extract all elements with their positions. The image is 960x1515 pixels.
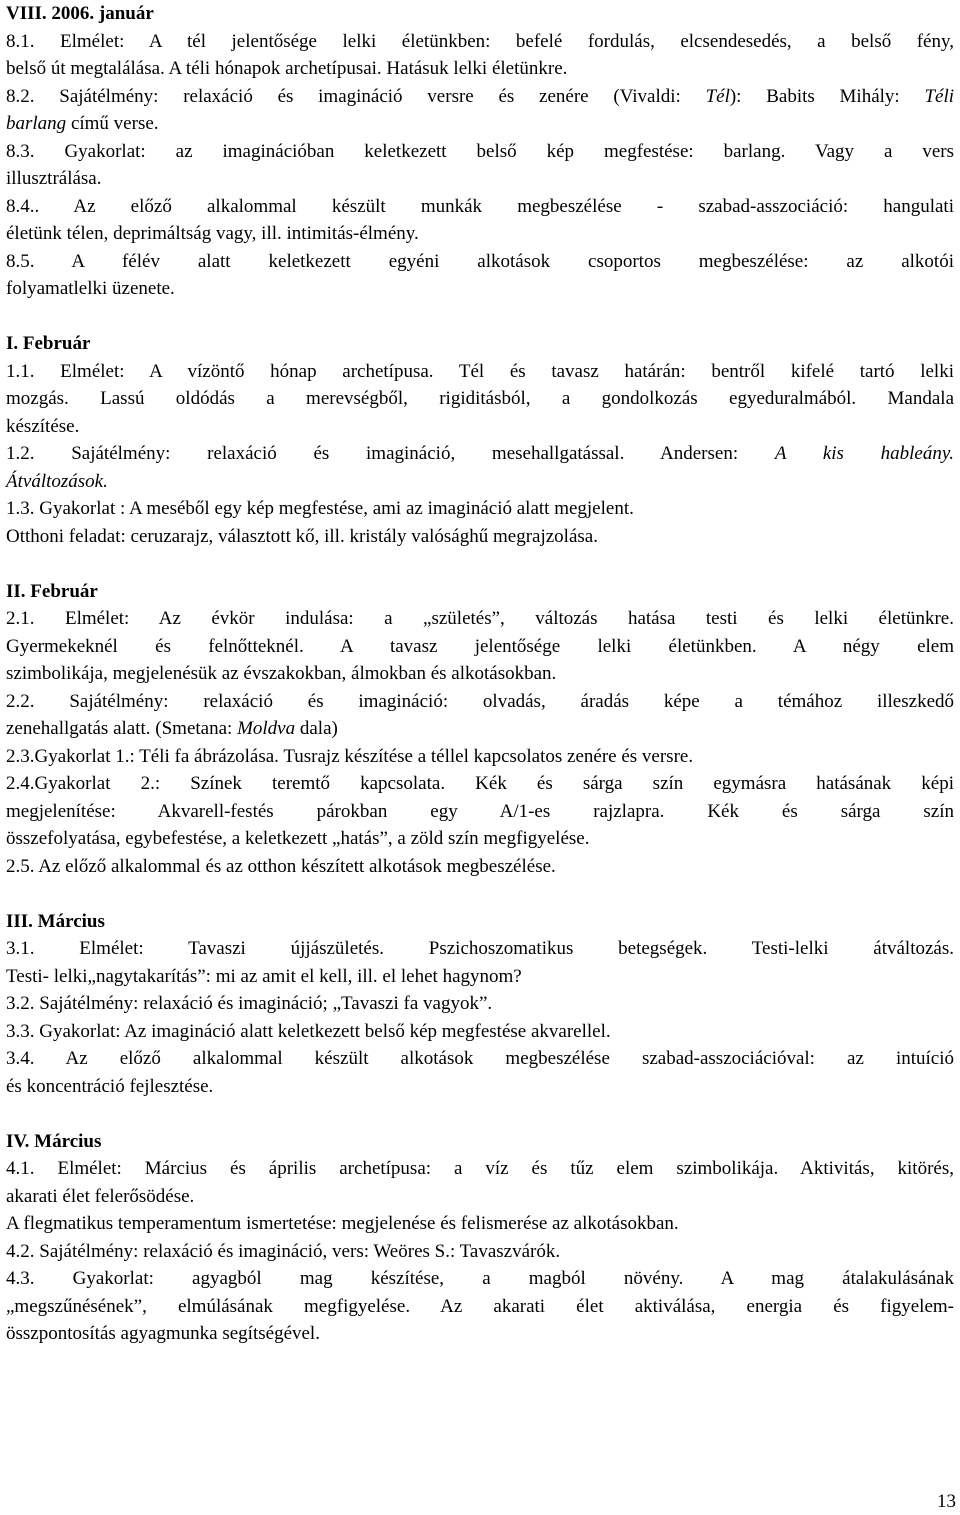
paragraph-line: 4.3. Gyakorlat: agyagból mag készítése, a magból növény. A mag átalakulásának: [6, 1268, 954, 1289]
paragraph-line: 2.5. Az előző alkalommal és az otthon készített alkotások megbeszélése.: [6, 855, 556, 877]
paragraph: [6, 990, 954, 1018]
paragraph-line: Gyermekeknél és felnőtteknél. A tavasz jelentősége lelki életünkben. A négy elem: [6, 635, 954, 657]
paragraph-line: 8.5. A félév alatt keletkezett egyéni alkotások csoportos megbeszélése: az alkotói: [6, 250, 954, 272]
paragraph-line: készítése.: [6, 415, 80, 437]
section-heading: III. Március: [6, 910, 105, 932]
paragraph-line: illusztrálása.: [6, 168, 102, 189]
section: [6, 1128, 954, 1348]
paragraph-line: 2.3.Gyakorlat 1.: Téli fa ábrázolása. Tusrajz készítése a téllel kapcsolatos zenére és versre.: [6, 745, 694, 767]
paragraph: [6, 770, 954, 853]
paragraph-line: 2.1. Elmélet: Az évkör indulása: a „születés”, változás hatása testi és lelki életünkre.: [6, 608, 954, 629]
paragraph: [6, 1045, 954, 1100]
paragraph-line: 4.1. Elmélet: Március és április archetípusa: a víz és tűz elem szimbolikája. Aktivitás, kitörés,: [6, 1158, 954, 1179]
paragraph: [6, 358, 954, 441]
paragraph-line: akarati élet felerősödése.: [6, 1185, 195, 1207]
paragraph-line: 1.2. Sajátélmény: relaxáció és imagináció, mesehallgatással. Andersen: A kis hableány.: [6, 443, 954, 464]
section: [6, 330, 954, 550]
paragraph-line: 3.3. Gyakorlat: Az imagináció alatt keletkezett belső kép megfestése akvarellel.: [6, 1020, 611, 1042]
paragraph: [6, 1265, 954, 1348]
paragraph: [6, 605, 954, 688]
paragraph: [6, 1018, 954, 1046]
paragraph: [6, 688, 954, 743]
paragraph-line: 3.1. Elmélet: Tavaszi újjászületés. Pszichoszomatikus betegségek. Testi-lelki átváltozás.: [6, 938, 954, 959]
section: [6, 0, 954, 303]
paragraph: [6, 495, 954, 523]
paragraph-line: Testi- lelki„nagytakarítás”: mi az amit el kell, ill. el lehet hagynom?: [6, 965, 522, 987]
paragraph-line: összpontosítás agyagmunka segítségével.: [6, 1323, 320, 1344]
paragraph-line: összefolyatása, egybefestése, a keletkezett „hatás”, a zöld szín megfigyelése.: [6, 828, 590, 849]
document-body: [6, 0, 954, 1348]
section-heading: I. Február: [6, 333, 91, 354]
section: [6, 578, 954, 881]
paragraph-line: barlang című verse.: [6, 113, 159, 134]
paragraph: [6, 248, 954, 303]
paragraph-line: zenehallgatás alatt. (Smetana: Moldva dala): [6, 718, 338, 739]
section-gap: [6, 550, 954, 578]
section-heading: IV. Március: [6, 1130, 102, 1152]
paragraph: [6, 28, 954, 83]
paragraph: [6, 523, 954, 551]
section-heading: II. Február: [6, 580, 98, 602]
paragraph-line: A flegmatikus temperamentum ismertetése: megjelenése és felismerése az alkotásokban.: [6, 1213, 679, 1234]
paragraph-line: „megszűnésének”, elmúlásának megfigyelése. Az akarati élet aktiválása, energia és figyelem-: [6, 1295, 954, 1317]
paragraph-line: szimbolikája, megjelenésük az évszakokban, álmokban és alkotásokban.: [6, 663, 557, 684]
paragraph-line: 2.2. Sajátélmény: relaxáció és imagináció: olvadás, áradás képe a témához illeszkedő: [6, 690, 954, 712]
paragraph-line: 3.4. Az előző alkalommal készült alkotások megbeszélése szabad-asszociációval: az intuíció: [6, 1048, 954, 1069]
section-gap: [6, 880, 954, 908]
paragraph: [6, 935, 954, 990]
paragraph-line: Otthoni feladat: ceruzarajz, választott kő, ill. kristály valósághű megrajzolása.: [6, 525, 598, 547]
paragraph-line: belső út megtalálása. A téli hónapok archetípusai. Hatásuk lelki életünkre.: [6, 58, 568, 79]
paragraph-line: 8.4.. Az előző alkalommal készült munkák megbeszélése - szabad-asszociáció: hangulati: [6, 195, 954, 217]
paragraph-line: és koncentráció fejlesztése.: [6, 1075, 214, 1097]
paragraph-line: Átváltozások.: [6, 470, 108, 492]
section-gap: [6, 303, 954, 331]
paragraph-line: folyamatlelki üzenete.: [6, 278, 175, 299]
section-gap: [6, 1100, 954, 1128]
paragraph: [6, 83, 954, 138]
paragraph: [6, 440, 954, 495]
paragraph: [6, 1210, 954, 1238]
section: [6, 908, 954, 1101]
paragraph: [6, 853, 954, 881]
paragraph-line: 2.4.Gyakorlat 2.: Színek teremtő kapcsolata. Kék és sárga szín egymásra hatásának képi: [6, 773, 954, 794]
paragraph: [6, 193, 954, 248]
paragraph: [6, 1155, 954, 1210]
paragraph-line: 1.1. Elmélet: A vízöntő hónap archetípusa. Tél és tavasz határán: bentről kifelé tartó lelki: [6, 360, 954, 382]
page-number: 13: [937, 1490, 956, 1512]
paragraph-line: 3.2. Sajátélmény: relaxáció és imagináció; „Tavaszi fa vagyok”.: [6, 993, 493, 1014]
paragraph-line: 8.3. Gyakorlat: az imaginációban keletkezett belső kép megfestése: barlang. Vagy a vers: [6, 140, 954, 162]
paragraph: [6, 1238, 954, 1266]
paragraph-line: 8.1. Elmélet: A tél jelentősége lelki életünkben: befelé fordulás, elcsendesedés, a belső fény,: [6, 30, 954, 52]
paragraph-line: mozgás. Lassú oldódás a merevségből, rigiditásból, a gondolkozás egyeduralmából. Mandala: [6, 388, 954, 409]
paragraph-line: 1.3. Gyakorlat : A meséből egy kép megfestése, ami az imagináció alatt megjelent.: [6, 498, 634, 519]
section-heading: VIII. 2006. január: [6, 3, 154, 24]
paragraph: [6, 138, 954, 193]
paragraph-line: megjelenítése: Akvarell-festés párokban egy A/1-es rajzlapra. Kék és sárga szín: [6, 800, 954, 822]
paragraph-line: 8.2. Sajátélmény: relaxáció és imagináció versre és zenére (Vivaldi: Tél): Babits Mihály: Téli: [6, 85, 955, 107]
paragraph-line: életünk télen, deprimáltság vagy, ill. intimitás-élmény.: [6, 223, 419, 244]
paragraph-line: 4.2. Sajátélmény: relaxáció és imagináció, vers: Weöres S.: Tavaszvárók.: [6, 1240, 561, 1262]
paragraph: [6, 743, 954, 771]
